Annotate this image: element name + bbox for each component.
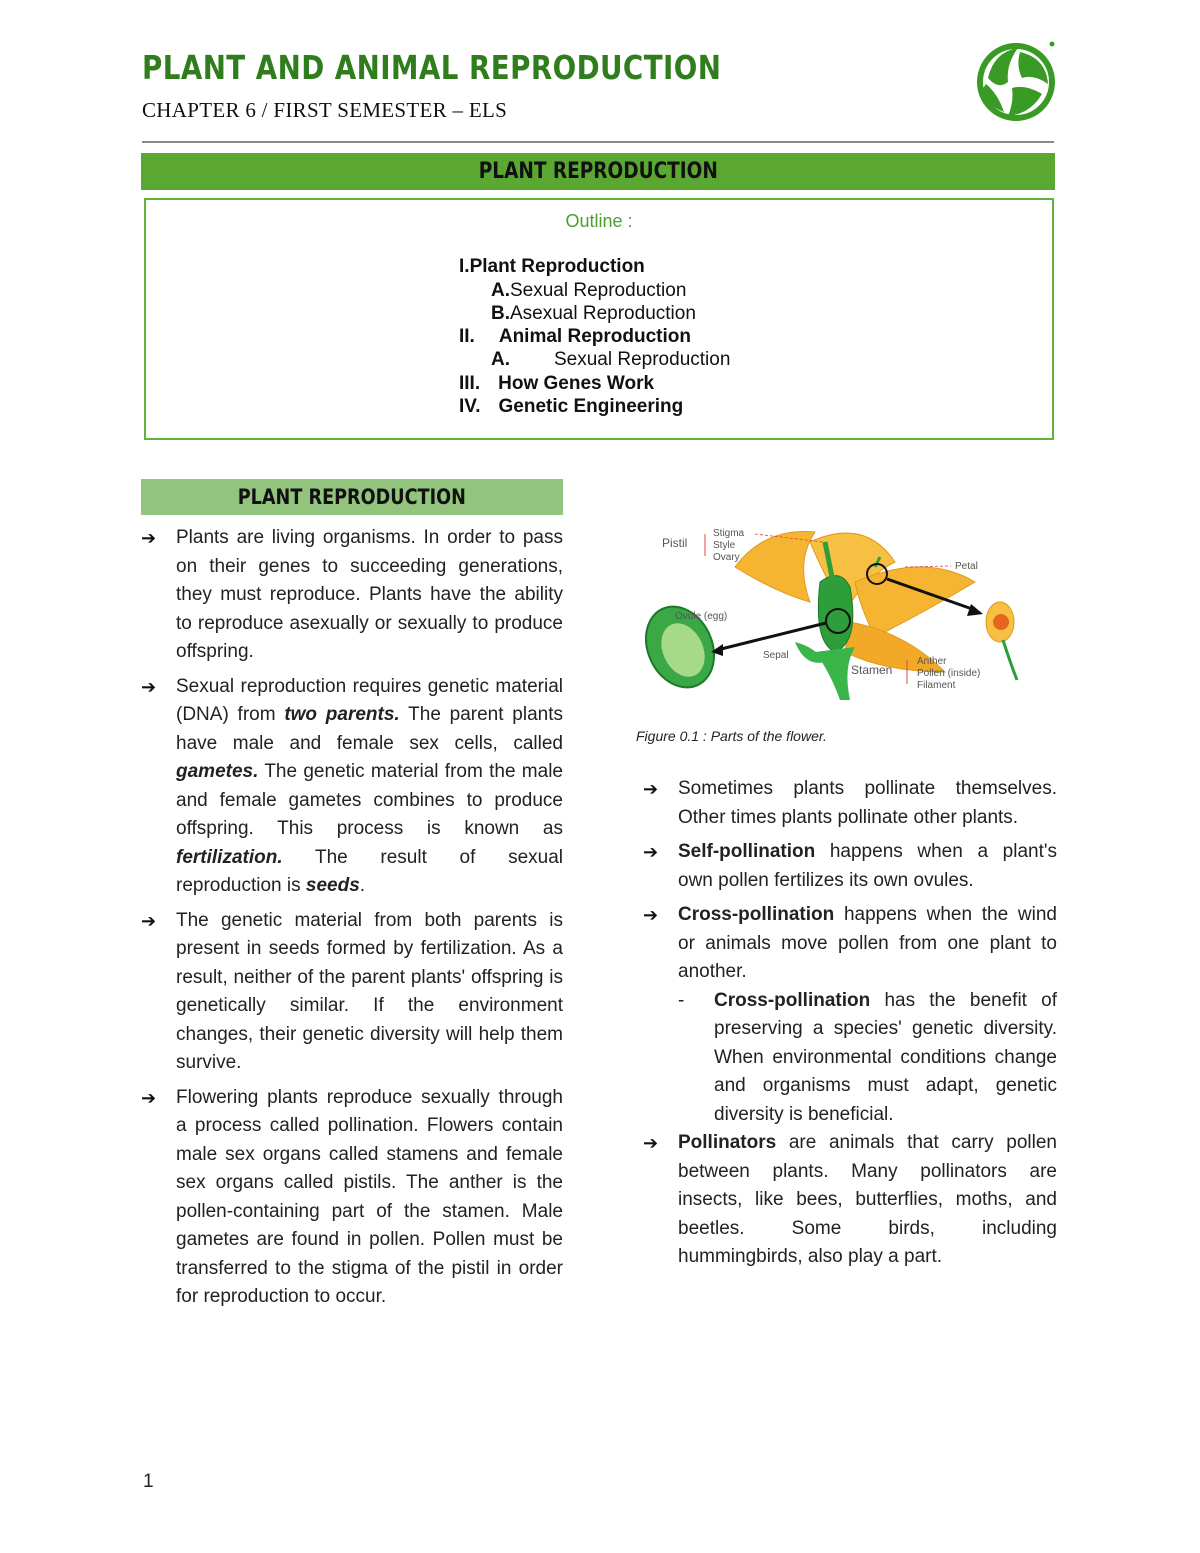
arrow-icon: ➔ [643, 1133, 659, 1153]
document-title: PLANT AND ANIMAL REPRODUCTION [142, 48, 722, 87]
pistil-label: Pistil [662, 536, 688, 550]
style-label: Style [713, 540, 736, 551]
outline-item-1: I.Plant Reproduction [459, 256, 645, 277]
stigma-label: Stigma [713, 528, 745, 539]
outline-item-3: III. How Genes Work [459, 373, 655, 394]
section-heading [141, 479, 563, 515]
sepal-label: Sepal [763, 650, 789, 661]
right-bullet-list [643, 775, 1057, 1278]
left-bullet-list [141, 524, 563, 1318]
outline-title: Outline : [565, 211, 633, 231]
filament-label: Filament [917, 680, 956, 691]
plant-reproduction-banner [141, 153, 1055, 190]
page-number: 1 [143, 1471, 154, 1492]
arrow-icon: ➔ [643, 842, 659, 862]
arrow-icon: ➔ [141, 528, 157, 548]
petal-label: Petal [955, 561, 978, 572]
list-item: ➔ Sexual reproduction requires genetic material (DNA) from two parents. The parent plants have male and female sex cells, called gametes. The genetic material from the male and female gametes combines to produce offspring. This process is known as fertilization. The result of sexual reproduction is seeds. [141, 673, 563, 901]
outline-item-1a: A.Sexual Reproduction [491, 280, 687, 301]
list-item: ➔ Cross-pollination happens when the wind or animals move pollen from one plant to another. [643, 901, 1057, 987]
list-item: ➔ The genetic material from both parents is present in seeds formed by fertilization. As a result, neither of the parent plants' offspring is genetically similar. If the environment changes, their genetic diversity will help them survive. [141, 907, 563, 1078]
arrow-icon: ➔ [141, 1087, 157, 1108]
arrow-icon: ➔ [141, 910, 157, 931]
arrow-icon: ➔ [643, 779, 659, 799]
leaf-logo-icon [968, 38, 1060, 122]
stamen-label: Stamen [851, 663, 893, 677]
banner-label: PLANT REPRODUCTION [478, 159, 718, 184]
outline-item-4: IV. Genetic Engineering [459, 396, 684, 417]
list-item: ➔ Pollinators are animals that carry pollen between plants. Many pollinators are insects, like bees, butterflies, moths, and beetles. Some birds, including hummingbirds, also play a part. [643, 1129, 1057, 1272]
ovule-label: Ovule (egg) [675, 611, 728, 622]
arrow-icon: ➔ [643, 905, 659, 925]
document-subtitle: CHAPTER 6 / FIRST SEMESTER – ELS [142, 98, 508, 122]
sub-list-item: - Cross-pollination has the benefit of preserving a species' genetic diversity. When environmental conditions change and organisms must adapt, genetic diversity is beneficial. [678, 987, 1057, 1130]
pollen-label: Pollen (inside) [917, 668, 981, 679]
figure-caption: Figure 0.1 : Parts of the flower. [636, 728, 827, 744]
dash-bullet: - [678, 989, 685, 1011]
list-item: ➔ Sometimes plants pollinate themselves. Other times plants pollinate other plants. [643, 775, 1057, 832]
flower-diagram [645, 522, 1045, 700]
list-item: ➔ Flowering plants reproduce sexually through a process called pollination. Flowers contain male sex organs called stamens and female sex organs called pistils. The anther is the pollen-containing part of the stamen. Male gametes are found in pollen. Pollen must be transferred to the stigma of the pistil in order for reproduction to occur. [141, 1084, 563, 1312]
section-heading-label: PLANT REPRODUCTION [237, 485, 467, 509]
anther-label: Anther [917, 656, 947, 667]
arrow-icon: ➔ [141, 676, 157, 697]
outline-item-2a: A. Sexual Reproduction [491, 349, 731, 370]
outline-item-2: II. Animal Reproduction [459, 326, 691, 347]
list-item: ➔ Self-pollination happens when a plant's own pollen fertilizes its own ovules. [643, 838, 1057, 895]
header-divider [142, 141, 1054, 143]
outline-item-1b: B.Asexual Reproduction [491, 303, 696, 324]
ovary-label: Ovary [713, 552, 740, 563]
list-item: ➔ Plants are living organisms. In order to pass on their genes to succeeding generations, they must reproduce. Plants have the ability to reproduce asexually or sexually to produce offspring. [141, 524, 563, 667]
